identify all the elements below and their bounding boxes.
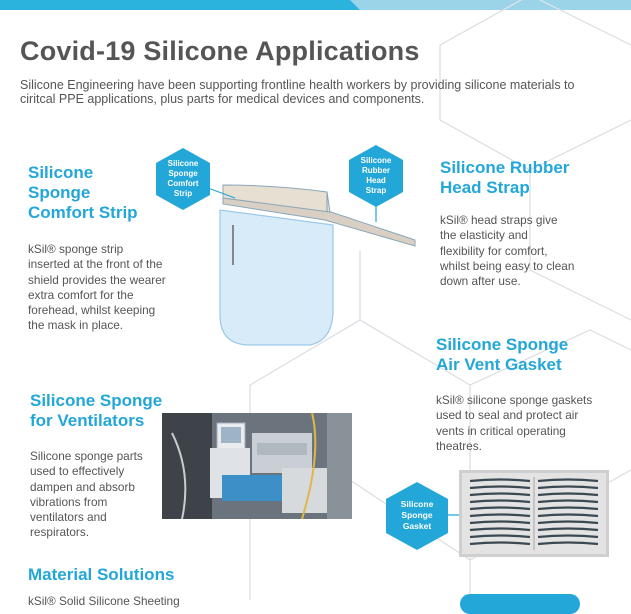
ventilators-title: Silicone Sponge for Ventilators: [30, 391, 163, 430]
head-strap-title: Silicone Rubber Head Strap: [440, 158, 570, 197]
ventilators-body: Silicone sponge parts used to effectively dampen and absorb vibrations from ventilators and respirators.: [30, 449, 143, 540]
air-vent-title: Silicone Sponge Air Vent Gasket: [436, 335, 569, 374]
gasket-callout-label: Silicone Sponge Gasket: [400, 499, 434, 531]
gasket-callout: [386, 482, 448, 550]
material-solutions-title: Material Solutions: [28, 565, 175, 584]
bottom-accent-pill: [460, 594, 580, 614]
head-strap-callout: [349, 145, 403, 207]
material-solutions-body: kSil® Solid Silicone Sheeting: [28, 594, 180, 608]
comfort-strip-title: Silicone Sponge Comfort Strip: [28, 163, 138, 222]
comfort-strip-callout: [156, 148, 210, 210]
page-title: Covid-19 Silicone Applications: [20, 36, 420, 66]
comfort-strip-body: kSil® sponge strip inserted at the front of the shield provides the wearer extra comfort for the forehead, whilst keeping the mask in place.: [28, 242, 166, 333]
air-vent-body: kSil® silicone sponge gaskets used to seal and protect air vents in critical operating theatres.: [436, 393, 593, 453]
air-vent-grille-illustration: [459, 470, 609, 557]
comfort-strip-callout-label: Silicone Sponge Comfort Strip: [167, 159, 199, 198]
head-strap-body: kSil® head straps give the elasticity and flexibility for comfort, whilst being easy to clean down after use.: [440, 213, 575, 289]
head-strap-callout-label: Silicone Rubber Head Strap: [360, 156, 392, 195]
intro-text: Silicone Engineering have been supporting frontline health workers by providing silicone materials to ciritcal PPE applications, plus parts for medical devices and components.: [20, 78, 575, 106]
ventilator-photo: [162, 413, 352, 519]
